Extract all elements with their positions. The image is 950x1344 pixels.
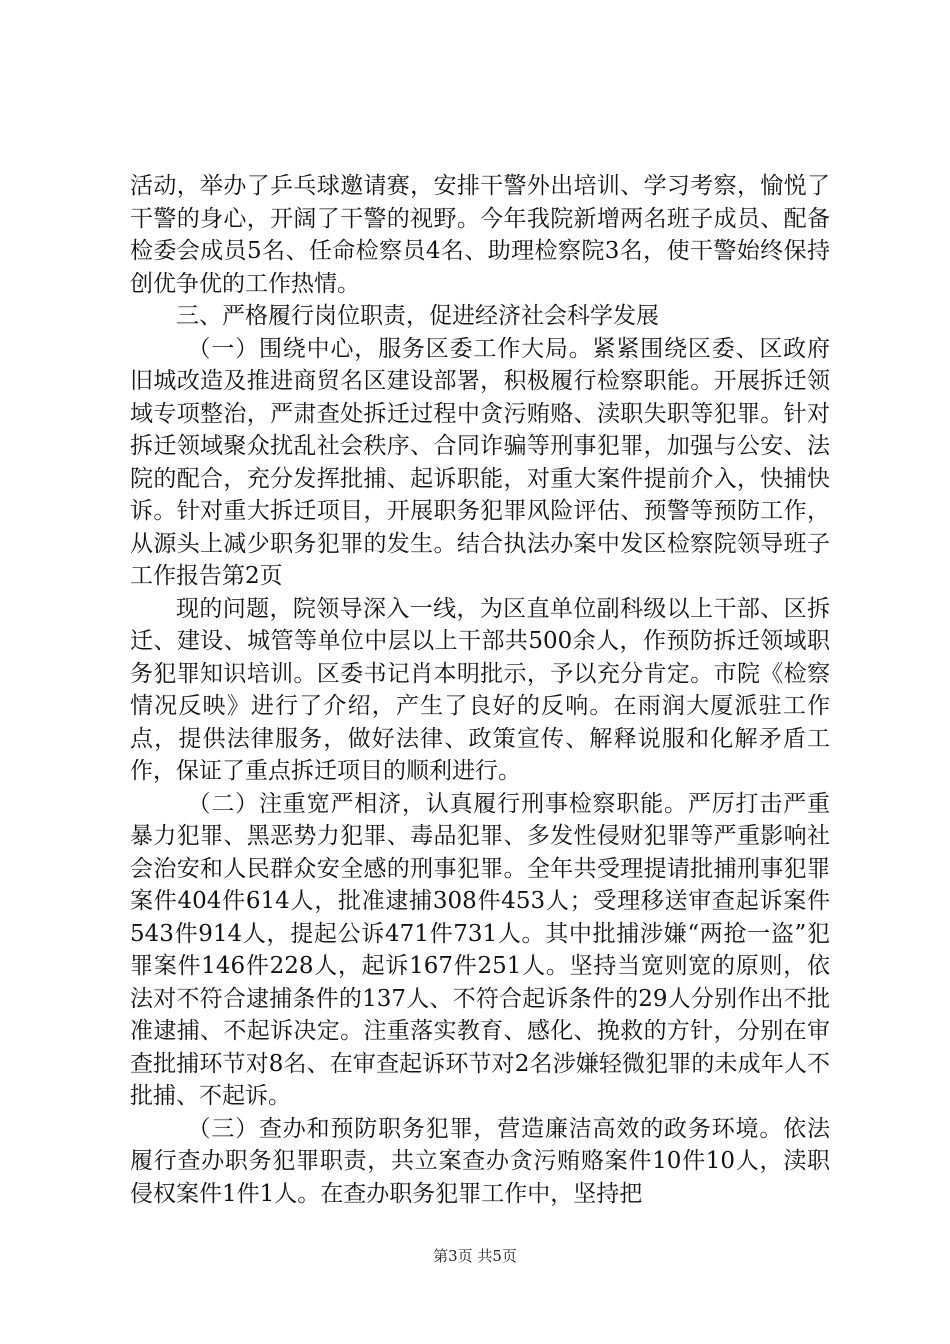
section-heading: 三、严格履行岗位职责，促进经济社会科学发展 xyxy=(176,303,659,329)
paragraph-3: 现的问题，院领导深入一线，为区直单位副科级以上干部、区拆迁、建设、城管等单位中层以上干部共500余人，作预防拆迁领域职务犯罪知识培训。区委书记肖本明批示，予以充分肯定。市院《检察情况反映》进行了介绍，产生了良好的反响。在雨润大厦派驻工作点，提供法律服务，做好法律、政策宣传、解释说服和化解矛盾工作，保证了重点拆迁项目的顺利进行。 xyxy=(130,595,830,784)
paragraph-4: （二）注重宽严相济，认真履行刑事检察职能。严厉打击严重暴力犯罪、黑恶势力犯罪、毒品犯罪、多发性侵财犯罪等严重影响社会治安和人民群众安全感的刑事犯罪。全年共受理提请批捕刑事犯罪案件404件614人，批准逮捕308件453人；受理移送审查起诉案件543件914人，提起公诉471件731人。其中批捕涉嫌“两抢一盗”犯罪案件146件228人，起诉167件251人。坚持当宽则宽的原则，依法对不符合逮捕条件的137人、不符合起诉条件的29人分别作出不批准逮捕、不起诉决定。注重落实教育、感化、挽救的方针，分别在审查批捕环节对8名、在审查起诉环节对2名涉嫌轻微犯罪的未成年人不批捕、不起诉。 xyxy=(130,790,830,1109)
paragraph-1: 活动，举办了乒乓球邀请赛，安排干警外出培训、学习考察，愉悦了干警的身心，开阔了干警的视野。今年我院新增两名班子成员、配备检委会成员5名、任命检察员4名、助理检察院3名，使干警始终保持创优争优的工作热情。 xyxy=(130,173,830,297)
document-body xyxy=(130,170,830,1210)
page-footer: 第3页 共5页 xyxy=(433,1247,517,1265)
paragraph-2: （一）围绕中心，服务区委工作大局。紧紧围绕区委、区政府旧城改造及推进商贸名区建设部署，积极履行检察职能。开展拆迁领域专项整治，严肃查处拆迁过程中贪污贿赂、渎职失职等犯罪。针对拆迁领域聚众扰乱社会秩序、合同诈骗等刑事犯罪，加强与公安、法院的配合，充分发挥批捕、起诉职能，对重大案件提前介入，快捕快诉。针对重大拆迁项目，开展职务犯罪风险评估、预警等预防工作，从源头上减少职务犯罪的发生。结合执法办案中发区检察院领导班子工作报告第2页 xyxy=(130,335,830,589)
paragraph-5: （三）查办和预防职务犯罪，营造廉洁高效的政务环境。依法履行查办职务犯罪职责，共立案查办贪污贿赂案件10件10人，渎职侵权案件1件1人。在查办职务犯罪工作中，坚持把 xyxy=(130,1115,830,1207)
